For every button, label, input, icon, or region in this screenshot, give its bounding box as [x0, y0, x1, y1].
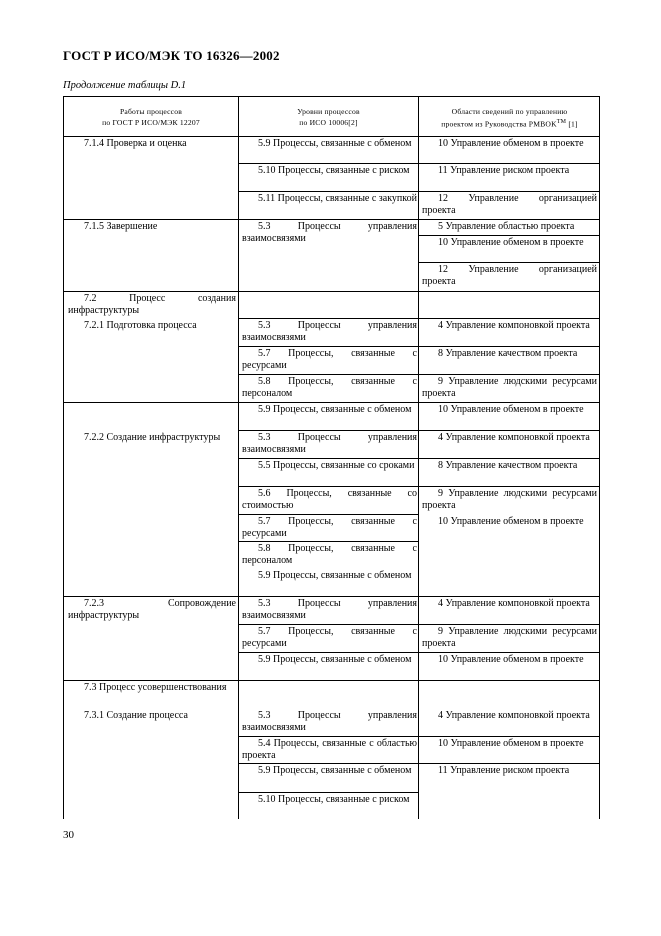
rule: [63, 680, 600, 681]
activity-7-3-1: 7.3.1 Создание процесса: [84, 710, 188, 721]
rule: [238, 458, 600, 459]
rule: [418, 262, 600, 263]
pmbok-area-cell: 10 Управление обменом в проекте: [438, 237, 584, 248]
process-level-cell: 5.9 Процессы, связанные с обменом: [258, 765, 412, 776]
column-header-pmbok-ref: [1]: [568, 119, 578, 129]
pmbok-area-cell: 8 Управление качеством проекта: [438, 348, 578, 359]
pmbok-area-cell: 10 Управление обменом в проекте: [438, 404, 584, 415]
activity-7-2: 7.2 Процесс создания инфраструктуры: [68, 293, 236, 316]
rule: [418, 96, 419, 819]
rule: [238, 736, 600, 737]
trademark-sup: TM: [556, 119, 567, 125]
activity-7-2-2: 7.2.2 Создание инфраструктуры: [84, 432, 221, 443]
pmbok-area-cell: 11 Управление риском проекта: [438, 165, 570, 176]
document-title: ГОСТ Р ИСО/МЭК ТО 16326—2002: [63, 48, 280, 63]
rule: [63, 402, 600, 403]
rule: [599, 96, 600, 819]
rule: [238, 486, 600, 487]
pmbok-area-cell: 12 Управление организацией проекта: [422, 193, 597, 216]
pmbok-area-cell: 10 Управление обменом в проекте: [438, 138, 584, 149]
process-level-cell: 5.11 Процессы, связанные с закупкой: [258, 193, 417, 204]
pmbok-area-cell: 10 Управление обменом в проекте: [438, 516, 584, 527]
process-level-cell: 5.3 Процессы управления взаимосвязями: [242, 598, 417, 621]
column-header-pmbok-line1: Области сведений по управлению: [451, 107, 568, 116]
rule: [238, 346, 600, 347]
process-level-cell: 5.8 Процессы, связанные с персоналом: [242, 543, 417, 566]
process-level-cell: 5.9 Процессы, связанные с обменом: [258, 570, 412, 581]
page-number: 30: [63, 829, 74, 841]
process-level-cell: 5.9 Процессы, связанные с обменом: [258, 654, 412, 665]
activity-7-1-5: 7.1.5 Завершение: [84, 221, 158, 232]
process-level-cell: 5.9 Процессы, связанные с обменом: [258, 404, 412, 415]
rule: [63, 291, 600, 292]
pmbok-area-cell: 9 Управление людскими ресурсами проекта: [422, 488, 597, 511]
rule: [418, 235, 600, 236]
rule: [238, 541, 418, 542]
pmbok-area-cell: 9 Управление людскими ресурсами проекта: [422, 376, 597, 399]
mapping-table: [63, 96, 600, 819]
rule: [238, 96, 239, 819]
process-level-cell: 5.10 Процессы, связанные с риском: [258, 165, 410, 176]
rule: [238, 514, 418, 515]
pmbok-area-cell: 11 Управление риском проекта: [438, 765, 570, 776]
activity-7-2-1: 7.2.1 Подготовка процесса: [84, 320, 197, 331]
rule: [63, 219, 600, 220]
rule: [238, 374, 600, 375]
pmbok-area-cell: 4 Управление компоновкой проекта: [438, 598, 590, 609]
rule: [238, 430, 600, 431]
process-level-cell: 5.4 Процессы, связанные с областью проекта: [242, 738, 417, 761]
rule: [238, 163, 600, 164]
rule: [238, 624, 600, 625]
process-level-cell: 5.5 Процессы, связанные со сроками: [258, 460, 415, 471]
process-level-cell: 5.3 Процессы управления взаимосвязями: [242, 710, 417, 733]
process-level-cell: 5.7 Процессы, связанные с ресурсами: [242, 348, 417, 371]
process-level-cell: 5.9 Процессы, связанные с обменом: [258, 138, 412, 149]
process-level-cell: 5.10 Процессы, связанные с риском: [258, 794, 410, 805]
activity-7-1-4: 7.1.4 Проверка и оценка: [84, 138, 187, 149]
activity-7-2-3: 7.2.3 Сопровождение инфраструктуры: [68, 598, 236, 621]
rule: [63, 96, 600, 97]
process-level-cell: 5.3 Процессы управления взаимосвязями: [242, 320, 417, 343]
table-continuation-caption: Продолжение таблицы D.1: [63, 80, 187, 91]
pmbok-area-cell: 4 Управление компоновкой проекта: [438, 432, 590, 443]
process-level-cell: 5.6 Процессы, связанные со стоимостью: [242, 488, 417, 511]
process-level-cell: 5.8 Процессы, связанные с персоналом: [242, 376, 417, 399]
pmbok-area-cell: 8 Управление качеством проекта: [438, 460, 578, 471]
column-header-processes: Работы процессов по ГОСТ Р ИСО/МЭК 12207: [102, 107, 200, 127]
rule: [238, 652, 600, 653]
pmbok-area-cell: 9 Управление людскими ресурсами проекта: [422, 626, 597, 649]
rule: [63, 596, 600, 597]
process-level-cell: 5.3 Процессы управления взаимосвязями: [242, 221, 417, 244]
process-level-cell: 5.7 Процессы, связанные с ресурсами: [242, 516, 417, 539]
process-level-cell: 5.3 Процессы управления взаимосвязями: [242, 432, 417, 455]
rule: [238, 318, 600, 319]
column-header-levels: Уровни процессов по ИСО 10006[2]: [297, 107, 360, 127]
pmbok-area-cell: 4 Управление компоновкой проекта: [438, 320, 590, 331]
rule: [63, 96, 64, 819]
rule: [238, 191, 600, 192]
pmbok-area-cell: 5 Управление областью проекта: [438, 221, 575, 232]
rule: [238, 792, 418, 793]
process-level-cell: 5.7 Процессы, связанные с ресурсами: [242, 626, 417, 649]
column-header-pmbok-line2: проектом из Руководства PMBOK: [441, 119, 557, 129]
pmbok-area-cell: 4 Управление компоновкой проекта: [438, 710, 590, 721]
column-header-pmbok: [420, 106, 599, 130]
pmbok-area-cell: 12 Управление организацией проекта: [422, 264, 597, 287]
pmbok-area-cell: 10 Управление обменом в проекте: [438, 654, 584, 665]
rule: [238, 763, 600, 764]
activity-7-3: 7.3 Процесс усовершенствования: [84, 682, 227, 693]
rule: [63, 136, 600, 137]
pmbok-area-cell: 10 Управление обменом в проекте: [438, 738, 584, 749]
